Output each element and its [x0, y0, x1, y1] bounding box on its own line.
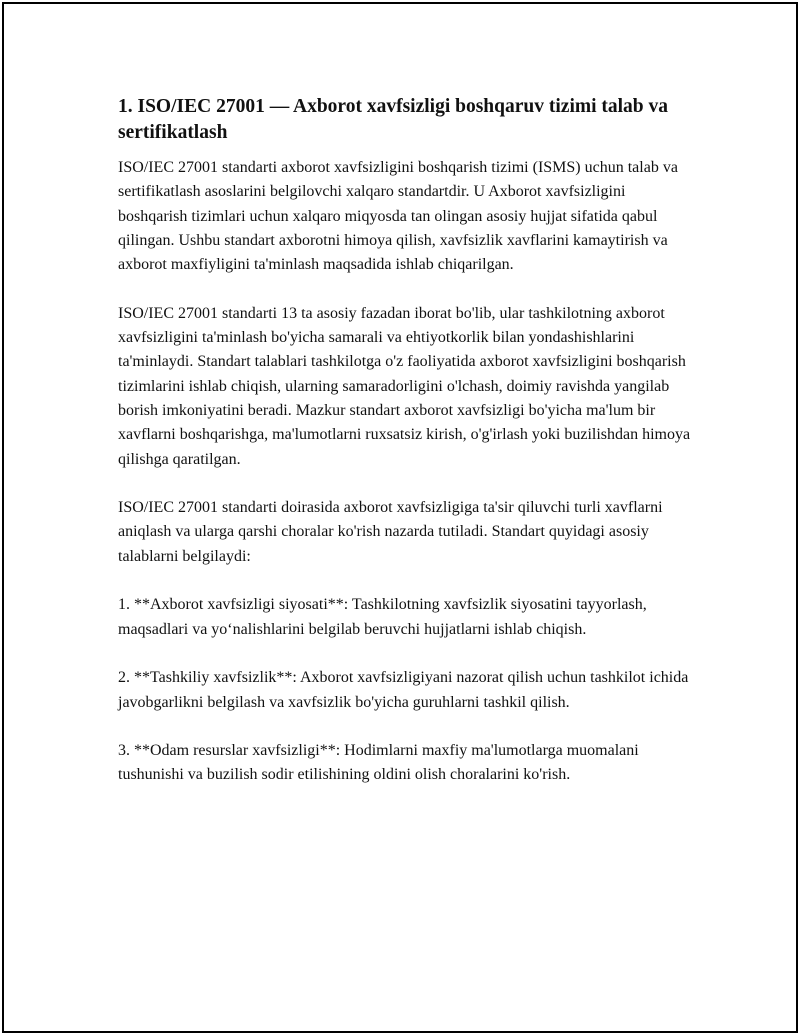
list-item-organizational-security: 2. **Tashkiliy xavfsizlik**: Axborot xavfsizligiyani nazorat qilish uchun tashkilot ichida javobgarlikni belgilash va xavfsizlik bo'yicha guruhlarni tashkil qilish.: [118, 669, 689, 711]
list-item-security-policy: 1. **Axborot xavfsizligi siyosati**: Tashkilotning xavfsizlik siyosatini tayyorlash, maqsadlari va yo‘nalishlarini belgilab beruvchi hujjatlarni ishlab chiqish.: [118, 596, 647, 638]
list-item-human-resources-security: 3. **Odam resurslar xavfsizligi**: Hodimlarni maxfiy ma'lumotlarga muomalani tushunishi va buzilish sodir etilishining oldini olish choralarini ko'rish.: [118, 742, 639, 784]
paragraph-intro: ISO/IEC 27001 standarti axborot xavfsizligini boshqarish tizimi (ISMS) uchun talab va sertifikatlash asoslarini belgilovchi xalqaro standartdir. U Axborot xavfsizligini boshqarish tizimlari uchun xalqaro miqyosda tan olingan asosiy hujjat sifatida qabul qilingan. Ushbu standart axborotni himoya qilish, xavfsizlik xavflarini kamaytirish va axborot maxfiyligini ta'minlash maqsadida ishlab chiqarilgan.: [118, 159, 678, 274]
paragraph-requirements-intro: ISO/IEC 27001 standarti doirasida axborot xavfsizligiga ta'sir qiluvchi turli xavflarni aniqlash va ularga qarshi choralar ko'rish nazarda tutiladi. Standart quyidagi asosiy talablarni belgilaydi:: [118, 499, 663, 565]
document-body: [118, 94, 698, 788]
paragraph-phases: ISO/IEC 27001 standarti 13 ta asosiy fazadan iborat bo'lib, ular tashkilotning axborot xavfsizligini ta'minlash bo'yicha samarali va ehtiyotkorlik bilan yondashishlarini ta'minlaydi. Standart talablari tashkilotga o'z faoliyatida axborot xavfsizligini boshqarish tizimlarini ishlab chiqish, ularning samaradorligini o'lchash, doimiy ravishda yangilab borish imkoniyatini beradi. Mazkur standart axborot xavfsizligi bo'yicha ma'lum bir xavflarni boshqarishga, ma'lumotlarni ruxsatsiz kirish, o'g'irlash yoki buzilishdan himoya qilishga qaratilgan.: [118, 304, 691, 468]
document-title: 1. ISO/IEC 27001 — Axborot xavfsizligi boshqaruv tizimi talab va sertifikatlash: [118, 96, 669, 143]
